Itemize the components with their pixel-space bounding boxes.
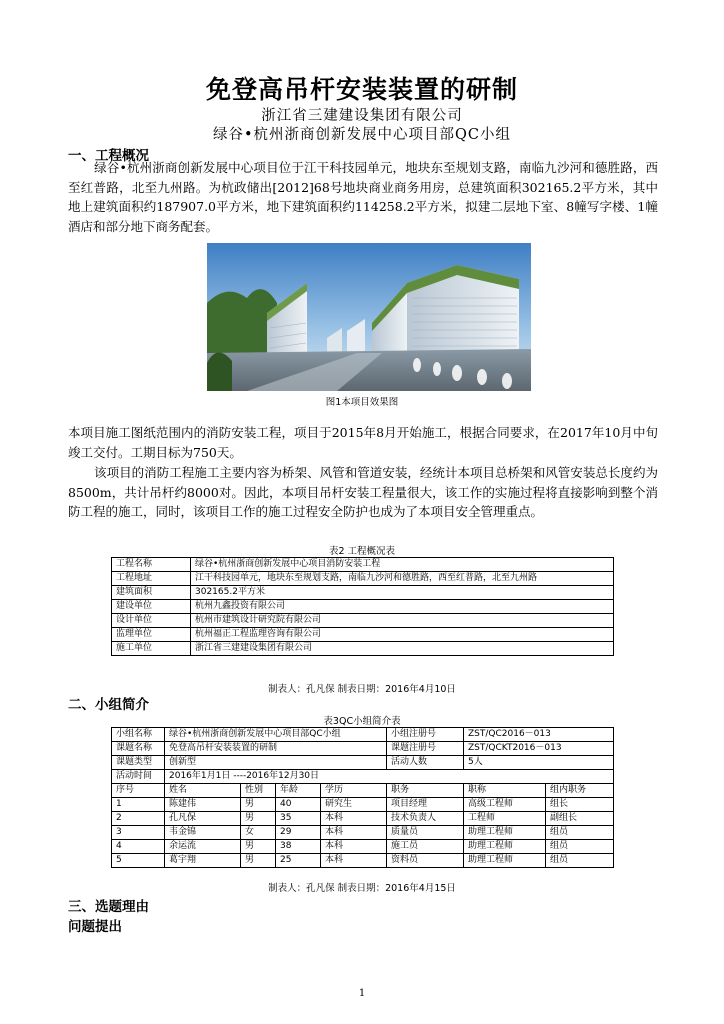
topic-reg-value: ZST/QCKT2016－013	[464, 742, 614, 756]
member-cell: 余运流	[165, 840, 241, 854]
project-rendering-image	[207, 243, 531, 391]
member-cell: 本科	[321, 840, 387, 854]
member-cell: 高级工程师	[464, 798, 546, 812]
project-overview-table	[111, 557, 614, 656]
member-header-row	[112, 784, 614, 798]
member-cell: 韦金锦	[165, 826, 241, 840]
col-header: 组内职务	[546, 784, 614, 798]
col-header: 职称	[464, 784, 546, 798]
group-reg-value: ZST/QC2016－013	[464, 728, 614, 742]
count-value: 5人	[464, 756, 614, 770]
member-row	[112, 826, 614, 840]
table3-caption: 表3QC小组简介表	[323, 716, 401, 727]
topic-value: 免登高吊杆安装装置的研制	[165, 742, 387, 756]
count-label: 活动人数	[387, 756, 464, 770]
member-cell: 组员	[546, 854, 614, 868]
section1-paragraph3-text: 该项目的消防工程施工主要内容为桥架、风管和管道安装，经统计本项目总桥架和风管安装总长度约为8500m，共计吊杆约8000对。因此，本项目吊杆安装工程量很大，该工作的实施过程将直接影响到整个消防工程的施工，同时，该项目工作的施工过程安全防护也成为了本项目安全管理重点。	[68, 465, 658, 519]
member-cell: 组员	[546, 826, 614, 840]
member-cell: 陈建伟	[165, 798, 241, 812]
col-header: 职务	[387, 784, 464, 798]
member-cell: 4	[112, 840, 165, 854]
type-label: 课题类型	[112, 756, 165, 770]
col-header: 序号	[112, 784, 165, 798]
member-cell: 葛宇翔	[165, 854, 241, 868]
section1-paragraph3	[68, 463, 658, 522]
overview-value: 江干科技园单元，地块东至规划支路，南临九沙河和德胜路，西至红普路，北至九州路	[191, 572, 614, 586]
document-title: 免登高吊杆安装装置的研制	[205, 75, 518, 104]
overview-label: 工程地址	[112, 572, 191, 586]
member-cell: 25	[276, 854, 321, 868]
member-cell: 男	[241, 854, 276, 868]
col-header: 年龄	[276, 784, 321, 798]
overview-label: 建筑面积	[112, 586, 191, 600]
qc-team-table	[111, 727, 614, 868]
section1-heading: 一、工程概况	[68, 148, 149, 164]
member-cell: 研究生	[321, 798, 387, 812]
table2-footer: 制表人：孔凡保 制表日期：2016年4月10日	[268, 684, 456, 695]
member-cell: 40	[276, 798, 321, 812]
team-row-name	[112, 728, 614, 742]
overview-value: 浙江省三建建设集团有限公司	[191, 642, 614, 656]
col-header: 性别	[241, 784, 276, 798]
time-label: 活动时间	[112, 770, 165, 784]
overview-row	[112, 572, 614, 586]
time-value: 2016年1月1日 ----2016年12月30日	[165, 770, 614, 784]
section1-paragraph1-text: 绿谷•杭州浙商创新发展中心项目位于江干科技园单元，地块东至规划支路，南临九沙河和德胜路，西至红普路，北至九州路。为杭政储出[2012]68号地块商业商务用房，总建筑面积302165.2平方米，其中地上建筑面积约187907.0平方米，地下建筑面积约114258.2平方米，拟建二层地下室、8幢写字楼、1幢酒店和部分地下商务配套。	[68, 160, 658, 234]
member-row	[112, 854, 614, 868]
member-row	[112, 798, 614, 812]
section2-heading: 二、小组简介	[68, 697, 149, 713]
member-cell: 男	[241, 840, 276, 854]
type-value: 创新型	[165, 756, 387, 770]
member-cell: 助理工程师	[464, 840, 546, 854]
team-row-topic	[112, 742, 614, 756]
member-cell: 助理工程师	[464, 826, 546, 840]
member-cell: 1	[112, 798, 165, 812]
member-row	[112, 812, 614, 826]
overview-label: 施工单位	[112, 642, 191, 656]
group-reg-label: 小组注册号	[387, 728, 464, 742]
overview-label: 设计单位	[112, 614, 191, 628]
table2-caption: 表2 工程概况表	[328, 546, 396, 557]
section1-paragraph1	[68, 158, 658, 236]
col-header: 学历	[321, 784, 387, 798]
overview-row	[112, 558, 614, 572]
member-cell: 孔凡保	[165, 812, 241, 826]
member-cell: 组员	[546, 840, 614, 854]
team-row-time	[112, 770, 614, 784]
member-cell: 质量员	[387, 826, 464, 840]
member-cell: 男	[241, 812, 276, 826]
member-cell: 工程师	[464, 812, 546, 826]
member-cell: 施工员	[387, 840, 464, 854]
team-row-type	[112, 756, 614, 770]
overview-label: 工程名称	[112, 558, 191, 572]
member-cell: 29	[276, 826, 321, 840]
section1-paragraph2: 本项目施工图纸范围内的消防安装工程，项目于2015年8月开始施工，根据合同要求，在2017年10月中旬竣工交付。工期目标为750天。	[68, 425, 658, 460]
member-row	[112, 840, 614, 854]
member-cell: 本科	[321, 854, 387, 868]
col-header: 姓名	[165, 784, 241, 798]
member-cell: 5	[112, 854, 165, 868]
member-cell: 3	[112, 826, 165, 840]
topic-label: 课题名称	[112, 742, 165, 756]
member-cell: 38	[276, 840, 321, 854]
page-number: 1	[358, 988, 366, 999]
company-name: 浙江省三建建设集团有限公司	[261, 108, 463, 124]
overview-value: 302165.2平方米	[191, 586, 614, 600]
overview-row	[112, 600, 614, 614]
member-cell: 技术负责人	[387, 812, 464, 826]
member-cell: 本科	[321, 812, 387, 826]
section3-subheading: 问题提出	[68, 919, 122, 935]
overview-label: 监理单位	[112, 628, 191, 642]
group-name-value: 绿谷•杭州浙商创新发展中心项目部QC小组	[165, 728, 387, 742]
overview-value: 杭州九鑫投资有限公司	[191, 600, 614, 614]
overview-value: 杭州福正工程监理咨询有限公司	[191, 628, 614, 642]
overview-value: 绿谷•杭州浙商创新发展中心项目消防安装工程	[191, 558, 614, 572]
member-cell: 资料员	[387, 854, 464, 868]
member-cell: 副组长	[546, 812, 614, 826]
overview-row	[112, 586, 614, 600]
topic-reg-label: 课题注册号	[387, 742, 464, 756]
member-cell: 组长	[546, 798, 614, 812]
section3-heading: 三、选题理由	[68, 899, 149, 915]
overview-value: 杭州市建筑设计研究院有限公司	[191, 614, 614, 628]
member-cell: 35	[276, 812, 321, 826]
member-cell: 女	[241, 826, 276, 840]
overview-label: 建设单位	[112, 600, 191, 614]
team-name: 绿谷•杭州浙商创新发展中心项目部QC小组	[212, 127, 512, 143]
overview-row	[112, 642, 614, 656]
member-cell: 2	[112, 812, 165, 826]
figure1-caption: 图1本项目效果图	[325, 397, 399, 408]
table3-footer: 制表人：孔凡保 制表日期：2016年4月15日	[268, 883, 456, 894]
overview-row	[112, 628, 614, 642]
member-cell: 男	[241, 798, 276, 812]
overview-row	[112, 614, 614, 628]
group-name-label: 小组名称	[112, 728, 165, 742]
member-cell: 项目经理	[387, 798, 464, 812]
member-cell: 助理工程师	[464, 854, 546, 868]
member-cell: 本科	[321, 826, 387, 840]
